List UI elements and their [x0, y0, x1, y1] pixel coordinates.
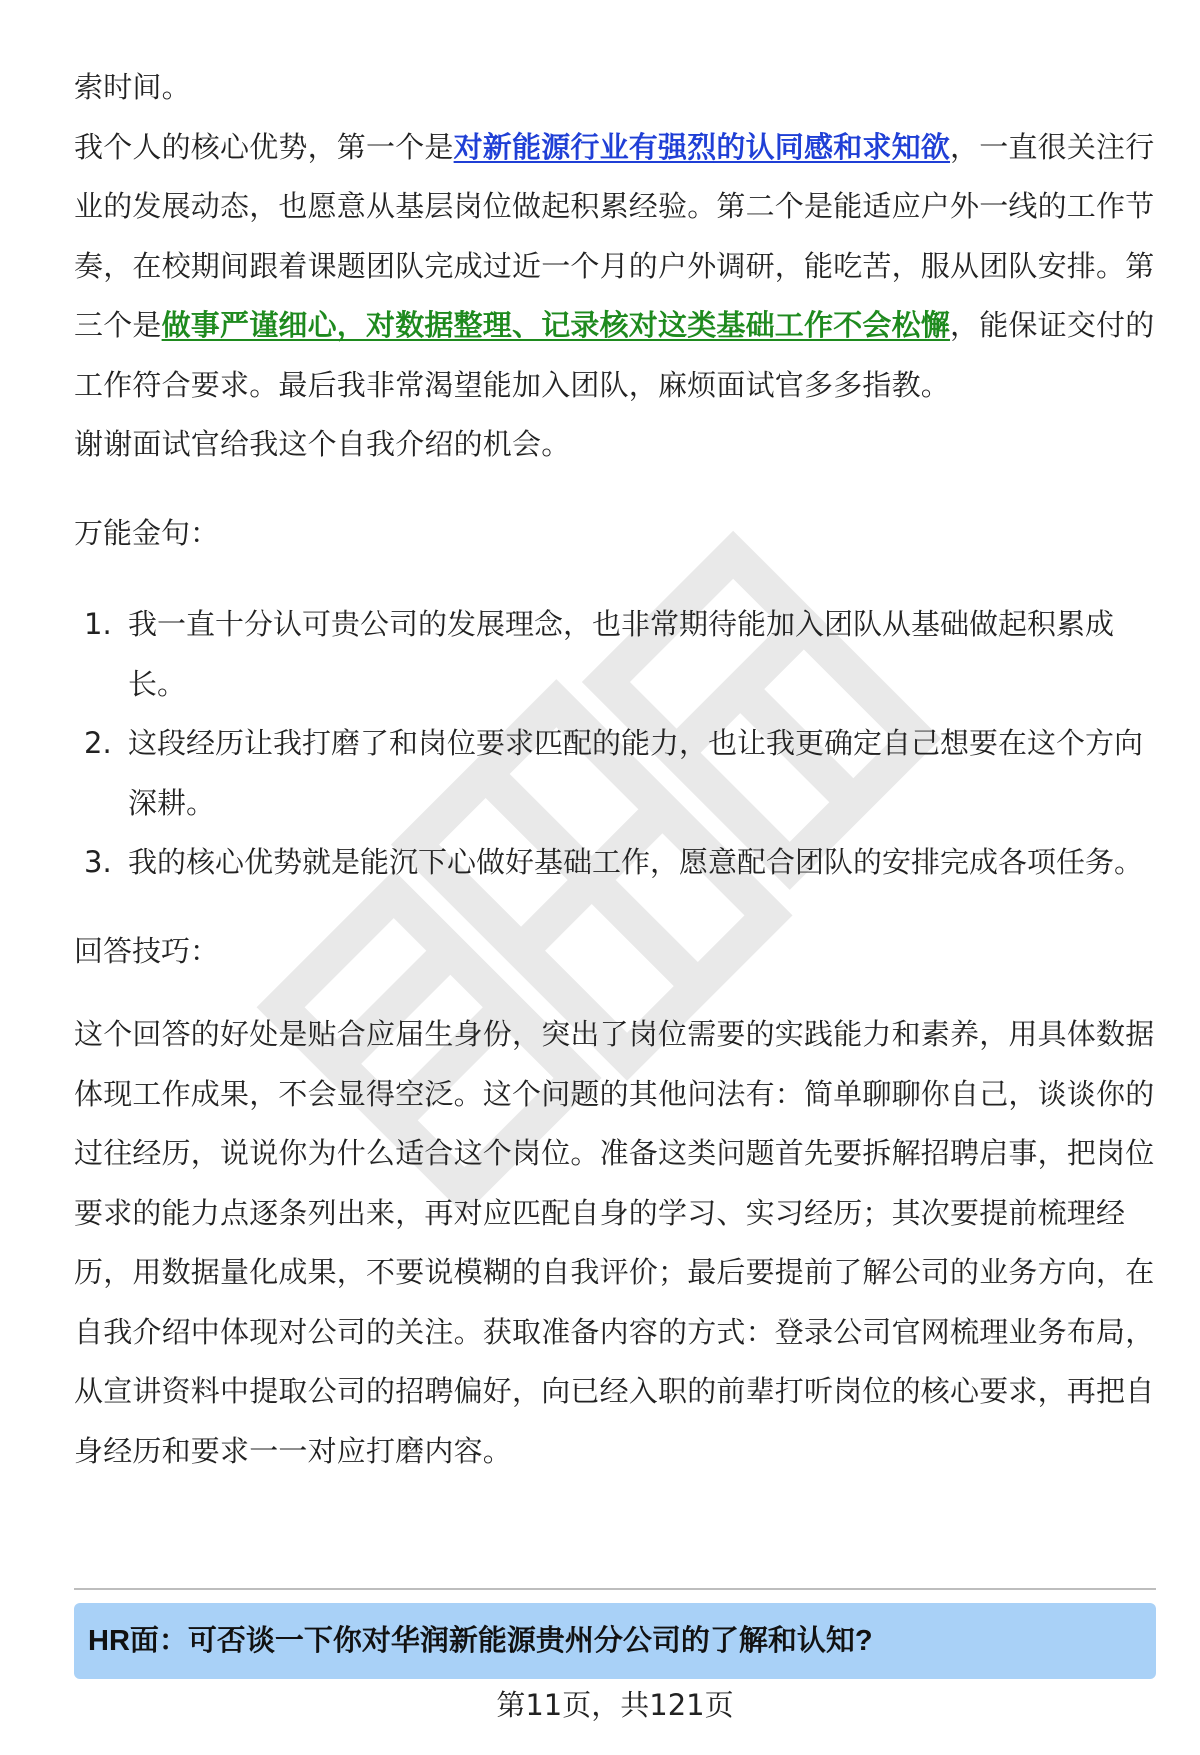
list-number: 2.: [84, 726, 112, 760]
text-fragment: 我个人的核心优势，第一个是: [74, 129, 454, 164]
list-number: 1.: [84, 607, 112, 641]
intro-line: [74, 58, 1156, 118]
list-item: [74, 833, 1156, 893]
thanks-line: 谢谢面试官给我这个自我介绍的机会。: [74, 427, 571, 461]
list-item: [74, 595, 1156, 714]
next-question-box: [74, 1603, 1156, 1679]
list-number: 3.: [84, 845, 112, 879]
spacer: [74, 981, 1156, 1005]
golden-sentences-list: [74, 595, 1156, 893]
next-question-text: HR面：可否谈一下你对华润新能源贵州分公司的了解和认知?: [88, 1625, 873, 1657]
page-number-footer: 第11页，共121页: [496, 1688, 734, 1722]
answer-tips-paragraph: 这个回答的好处是贴合应届生身份，突出了岗位需要的实践能力和素养，用具体数据体现工作成果，不会显得空泛。这个问题的其他问法有：简单聊聊你自己，谈谈你的过往经历，说说你为什么适合这个岗位。准备这类问题首先要拆解招聘启事，把岗位要求的能力点逐条列出来，再对应匹配自身的学习、实习经历；其次要提前梳理经历，用数据量化成果，不要说模糊的自我评价；最后要提前了解公司的业务方向，在自我介绍中体现对公司的关注。获取准备内容的方式：登录公司官网梳理业务布局，从宣讲资料中提取公司的招聘偏好，向已经入职的前辈打听岗位的核心要求，再把自身经历和要求一一对应打磨内容。: [74, 1017, 1155, 1468]
list-text: 这段经历让我打磨了和岗位要求匹配的能力，也让我更确定自己想要在这个方向深耕。: [128, 726, 1144, 820]
document-body: [74, 58, 1156, 1481]
golden-sentences-heading: 万能金句：: [74, 515, 220, 550]
answer-tips-heading: 回答技巧：: [74, 933, 220, 968]
list-item: [74, 714, 1156, 833]
core-advantage-paragraph: [74, 118, 1156, 416]
highlight-blue-text: 对新能源行业有强烈的认同感和求知欲: [453, 129, 951, 164]
divider: [74, 1588, 1156, 1590]
text-fragment: ，一直很关注行业的发展动态，也愿意从基层岗位做起积累经验。第二个是能适应户外一线的工作节奏，在校期间跟着课题团队完成过近一个月的户外调研，能吃苦，服从团队安排。第三个是: [74, 129, 1155, 342]
list-text: 我一直十分认可贵公司的发展理念，也非常期待能加入团队从基础做起积累成长。: [128, 607, 1115, 701]
text-fragment: ，能保证交付的工作符合要求。最后我非常渴望能加入团队，麻烦面试官多多指教。: [74, 308, 1155, 402]
text-fragment: 索时间。: [74, 70, 191, 104]
list-text: 我的核心优势就是能沉下心做好基础工作，愿意配合团队的安排完成各项任务。: [128, 845, 1144, 879]
highlight-green-text: 做事严谨细心，对数据整理、记录核对这类基础工作不会松懈: [161, 308, 951, 342]
